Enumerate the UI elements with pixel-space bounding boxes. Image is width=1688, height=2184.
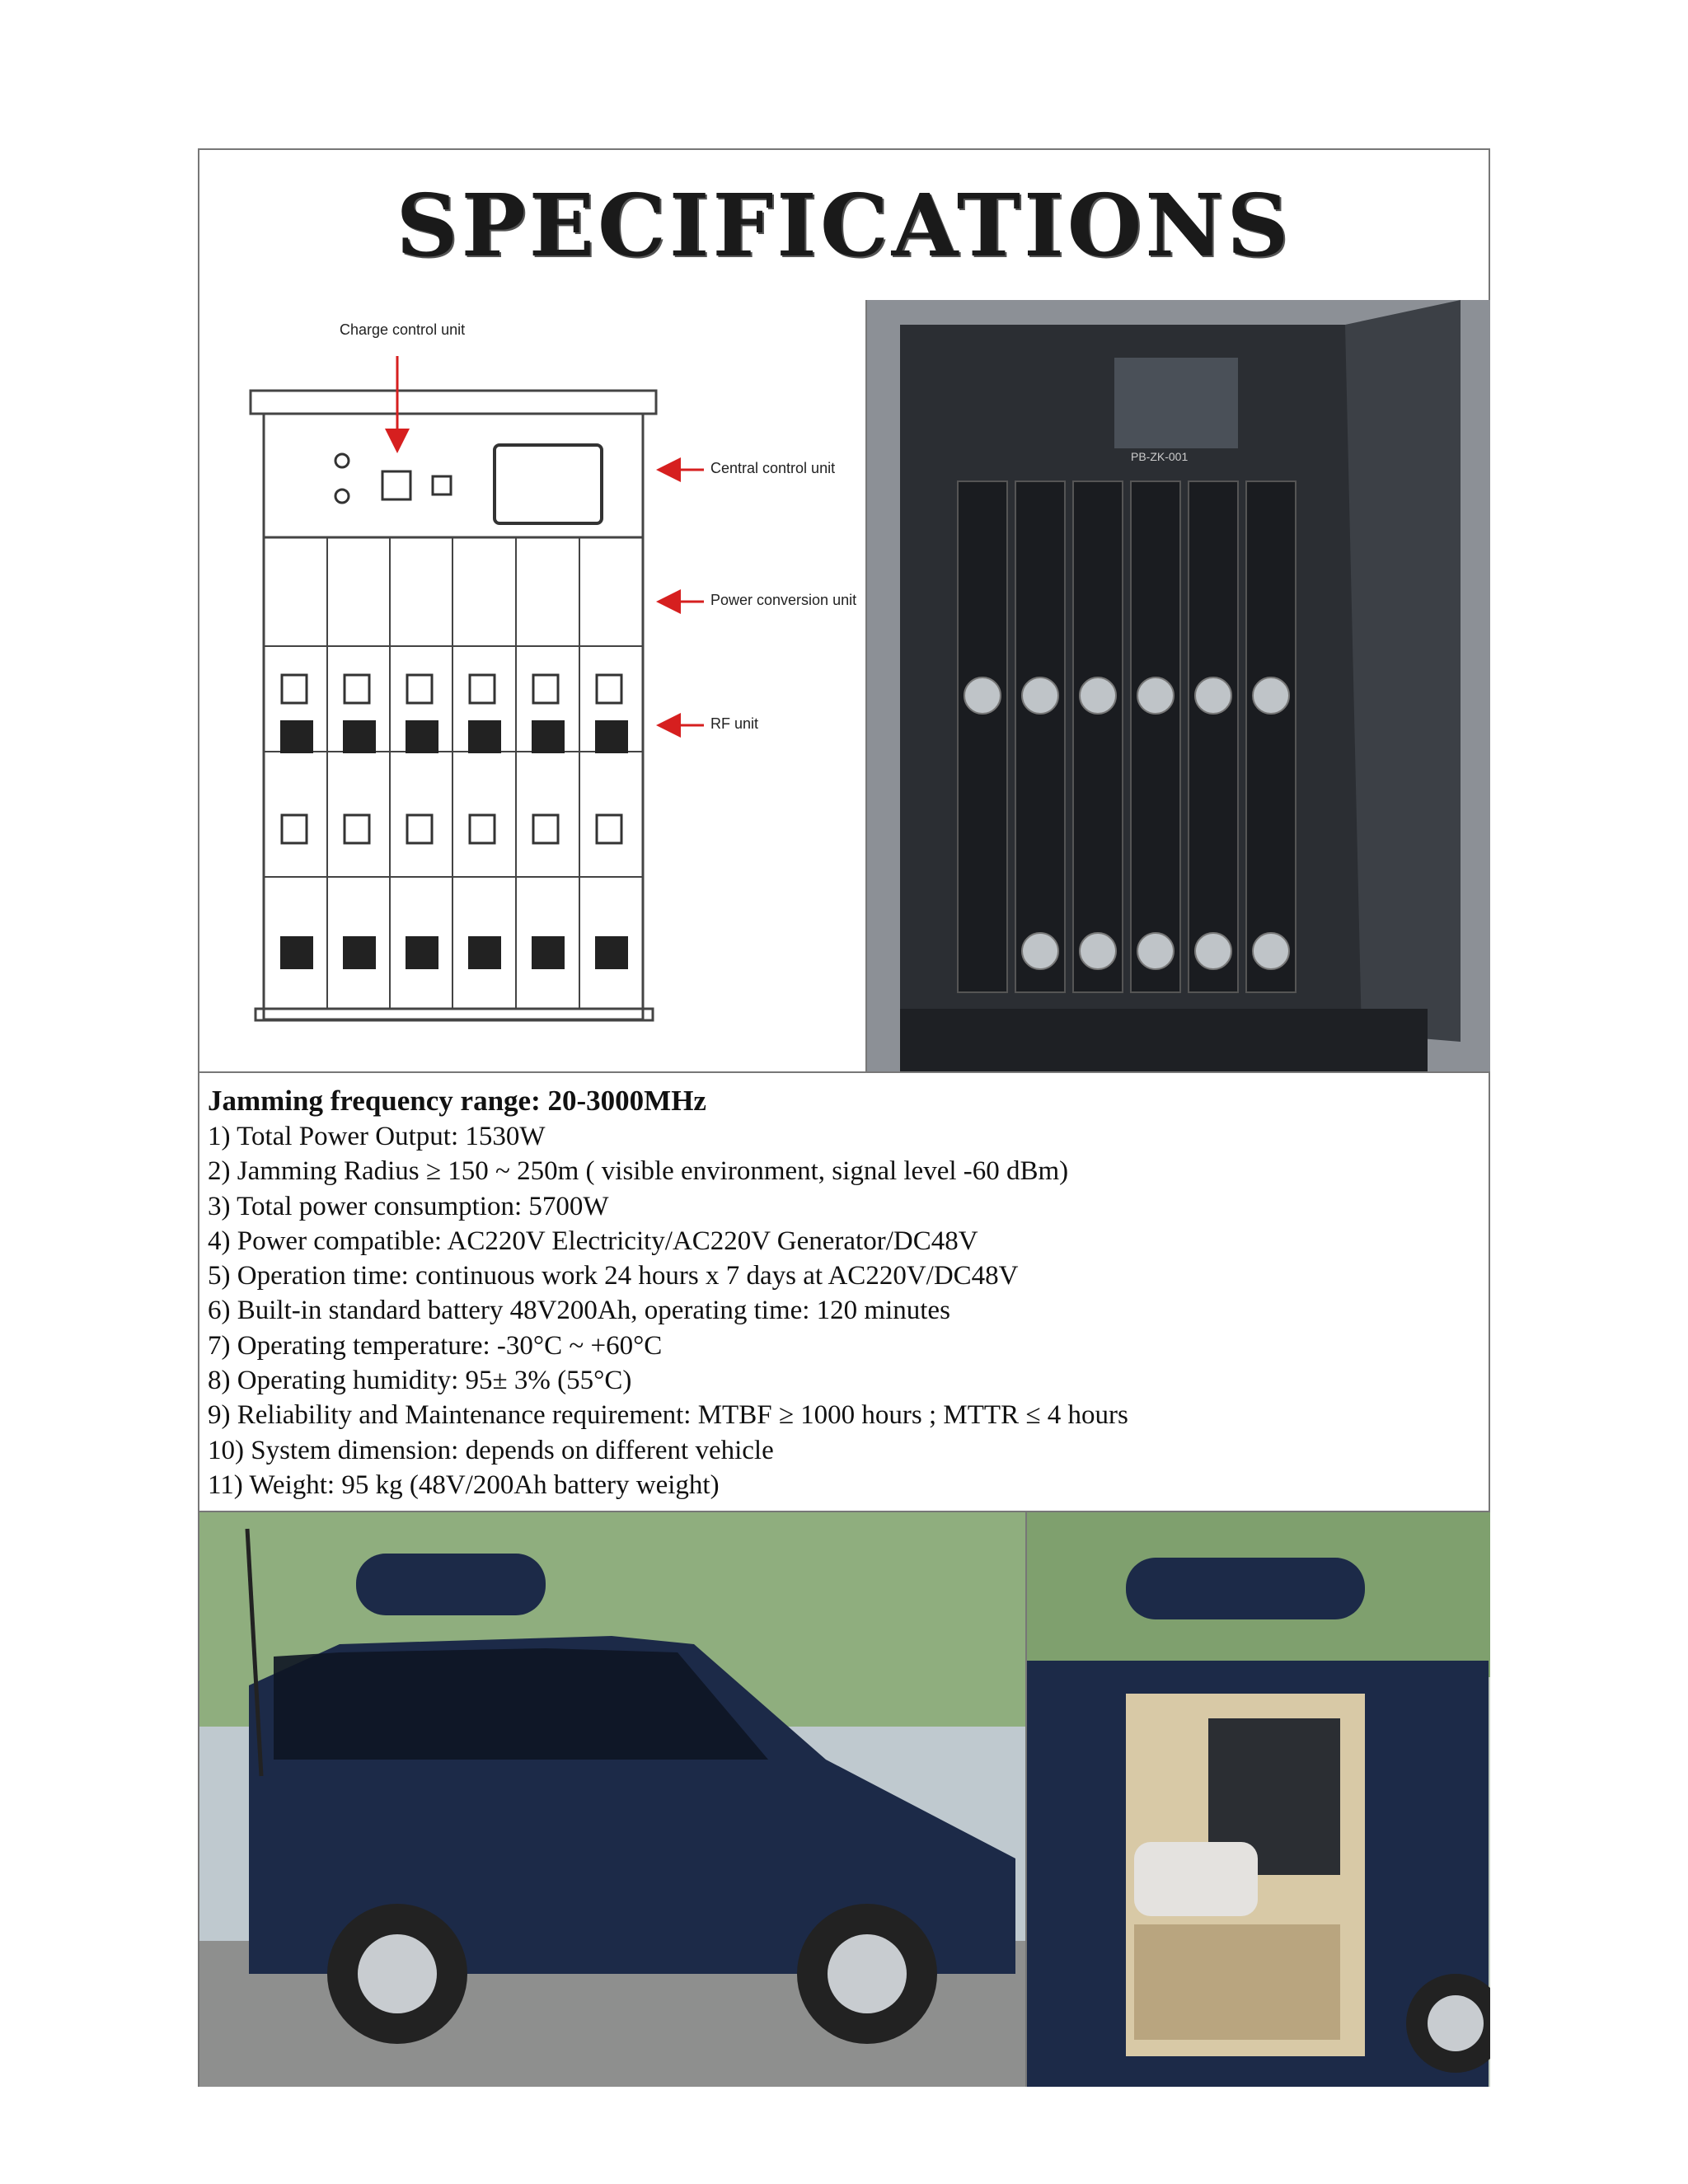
specs-heading: Jamming frequency range: 20-3000MHz: [208, 1085, 706, 1117]
spec-item: 2) Jamming Radius ≥ 150 ~ 250m ( visible environment, signal level -60 dBm): [208, 1156, 1069, 1187]
equipment-images-row: [199, 300, 1489, 1073]
spec-item: 6) Built-in standard battery 48V200Ah, operating time: 120 minutes: [208, 1296, 950, 1326]
spec-item: 3) Total power consumption: 5700W: [208, 1191, 609, 1221]
title-row: [199, 150, 1489, 302]
cabinet-photo: [867, 300, 1490, 1071]
spec-item: 11) Weight: 95 kg (48V/200Ah battery weight): [208, 1469, 720, 1500]
spec-item: 9) Reliability and Maintenance requirement: MTBF ≥ 1000 hours ; MTTR ≤ 4 hours: [208, 1400, 1128, 1431]
label-power-conversion: Power conversion unit: [710, 592, 857, 608]
vehicle-images-row: [199, 1512, 1489, 2087]
label-charge-control: Charge control unit: [340, 321, 466, 338]
spec-item: 1) Total Power Output: 1530W: [208, 1122, 546, 1151]
spec-item: 7) Operating temperature: -30°C ~ +60°C: [208, 1330, 663, 1361]
van-interior-photo: [1027, 1512, 1490, 2087]
spec-item: 4) Power compatible: AC220V Electricity/AC220V Generator/DC48V: [208, 1226, 978, 1256]
spec-item: 10) System dimension: depends on different vehicle: [208, 1435, 774, 1465]
spec-item: 5) Operation time: continuous work 24 hours x 7 days at AC220V/DC48V: [208, 1261, 1019, 1291]
page-title: SPECIFICATIONS: [396, 174, 1292, 276]
cabinet-diagram: [199, 300, 867, 1071]
label-rf-unit: RF unit: [710, 715, 759, 732]
cabinet-model-label: PB-ZK-001: [1131, 450, 1189, 463]
spec-item: 8) Operating humidity: 95± 3% (55°C): [208, 1366, 632, 1396]
label-central-control: Central control unit: [710, 460, 836, 476]
specifications-text: [199, 1071, 1489, 1512]
van-exterior-photo: [199, 1512, 1027, 2087]
spec-sheet: [198, 148, 1490, 2087]
